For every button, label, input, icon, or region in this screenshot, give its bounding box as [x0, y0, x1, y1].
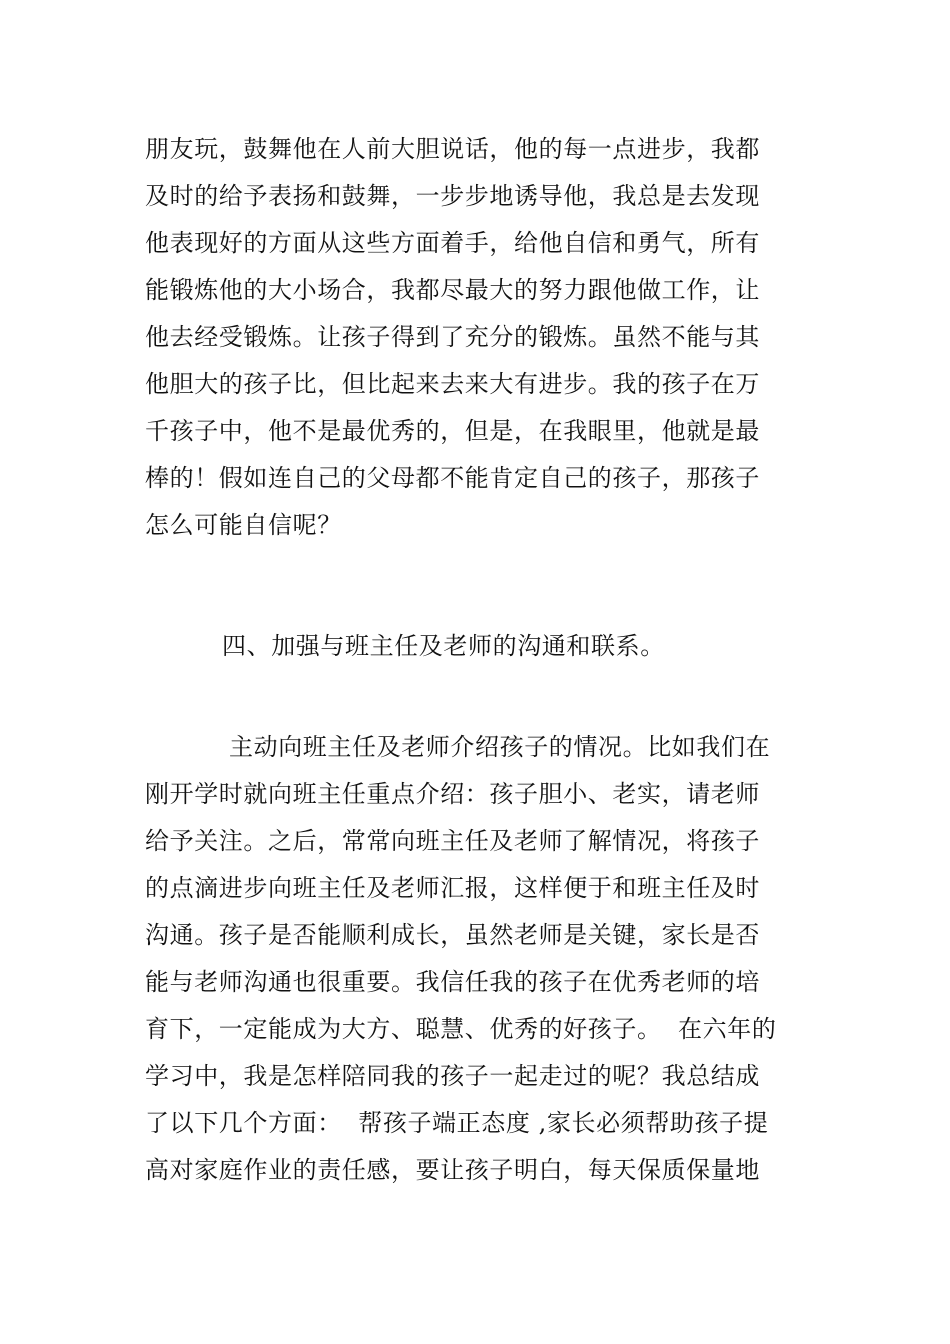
text-line: 了以下几个方面： 帮孩子端正态度 ,家长必须帮助孩子提 — [145, 1109, 769, 1137]
text-line: 千孩子中，他不是最优秀的，但是，在我眼里，他就是最 — [145, 417, 760, 445]
text-line: 高对家庭作业的责任感，要让孩子明白，每天保质保量地 — [145, 1156, 760, 1184]
text-line: 能与老师沟通也很重要。我信任我的孩子在优秀老师的培 — [145, 968, 760, 996]
text-line: 主动向班主任及老师介绍孩子的情况。比如我们在 — [229, 733, 771, 761]
text-line: 棒的！假如连自己的父母都不能肯定自己的孩子，那孩子 — [145, 464, 760, 492]
paragraph-2 — [145, 724, 815, 1194]
text-line: 沟通。孩子是否能顺利成长，虽然老师是关键，家长是否 — [145, 921, 760, 949]
text-line: 及时的给予表扬和鼓舞，一步步地诱导他，我总是去发现 — [145, 182, 760, 210]
text-line: 刚开学时就向班主任重点介绍：孩子胆小、老实，请老师 — [145, 780, 760, 808]
text-line: 学习中，我是怎样陪同我的孩子一起走过的呢？我总结成 — [145, 1062, 760, 1090]
heading-text: 四、加强与班主任及老师的沟通和联系。 — [222, 632, 665, 660]
text-line: 他胆大的孩子比，但比起来去来大有进步。我的孩子在万 — [145, 370, 760, 398]
text-line: 他去经受锻炼。让孩子得到了充分的锻炼。虽然不能与其 — [145, 323, 760, 351]
text-line: 能锻炼他的大小场合，我都尽最大的努力跟他做工作，让 — [145, 276, 760, 304]
text-line: 朋友玩，鼓舞他在人前大胆说话，他的每一点进步，我都 — [145, 135, 760, 163]
paragraph-1 — [145, 126, 815, 549]
text-line: 的点滴进步向班主任及老师汇报，这样便于和班主任及时 — [145, 874, 760, 902]
text-line: 给予关注。之后，常常向班主任及老师了解情况，将孩子 — [145, 827, 760, 855]
text-line: 怎么可能自信呢？ — [145, 511, 342, 539]
text-line: 他表现好的方面从这些方面着手，给他自信和勇气，所有 — [145, 229, 760, 257]
text-line: 育下，一定能成为大方、聪慧、优秀的好孩子。 在六年的 — [145, 1015, 777, 1043]
section-heading — [222, 623, 822, 670]
